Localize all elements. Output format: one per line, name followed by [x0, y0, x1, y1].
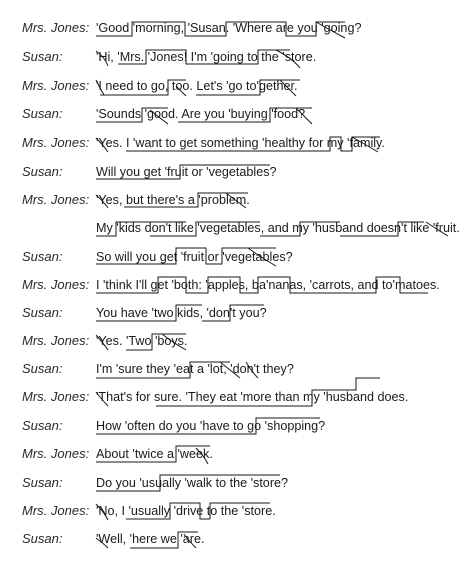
- dialogue-row: [0, 305, 474, 325]
- speaker-label: Susan:: [22, 164, 63, 179]
- dialogue-row: [0, 389, 474, 409]
- dialogue-line: 'Yes. 'Two 'boys.: [96, 334, 188, 348]
- dialogue-line: 'Yes, but there's a 'problem.: [96, 193, 250, 207]
- dialogue-row: [0, 531, 474, 551]
- dialogue-row: [0, 418, 474, 438]
- dialogue-row: [0, 106, 474, 126]
- dialogue-row: [0, 164, 474, 184]
- dialogue-row: [0, 503, 474, 523]
- dialogue-line: 'I need to go, too. Let's 'go to'gether.: [96, 79, 298, 93]
- speaker-label: Susan:: [22, 418, 63, 433]
- dialogue-row: [0, 49, 474, 69]
- speaker-label: Susan:: [22, 249, 63, 264]
- speaker-label: Mrs. Jones:: [22, 333, 90, 348]
- speaker-label: Mrs. Jones:: [22, 277, 90, 292]
- dialogue-line: So will you get 'fruit or 'vegetables?: [96, 250, 293, 264]
- dialogue-line: I'm 'sure they 'eat a 'lot, 'don't they?: [96, 362, 294, 376]
- dialogue-row: [0, 249, 474, 269]
- dialogue-line: 'That's for sure. 'They eat 'more than my 'husband does.: [96, 390, 409, 404]
- speaker-label: Susan:: [22, 49, 63, 64]
- dialogue-line: Will you get 'fruit or 'vegetables?: [96, 165, 277, 179]
- dialogue-line: 'Yes. I 'want to get something 'healthy for my 'family.: [96, 136, 385, 150]
- dialogue-line: My 'kids don't like 'vegetables, and my 'husband doesn't like 'fruit.: [96, 221, 460, 235]
- dialogue-line: Do you 'usually 'walk to the 'store?: [96, 476, 289, 490]
- dialogue-line: You have 'two kids, 'don't you?: [96, 306, 267, 320]
- dialogue-line: 'Sounds 'good. Are you 'buying 'food?: [96, 107, 306, 121]
- speaker-label: Mrs. Jones:: [22, 135, 90, 150]
- speaker-label: Susan:: [22, 531, 63, 546]
- dialogue-line: How 'often do you 'have to go 'shopping?: [96, 419, 326, 433]
- dialogue-row: [0, 220, 474, 240]
- dialogue-line: I 'think I'll get 'both: 'apples, ba'nanas, 'carrots, and to'matoes.: [96, 278, 440, 292]
- dialogue-line: 'Hi, 'Mrs. 'Jones! I'm 'going to the 'store.: [96, 50, 317, 64]
- speaker-label: Mrs. Jones:: [22, 20, 90, 35]
- speaker-label: Susan:: [22, 361, 63, 376]
- dialogue-row: [0, 475, 474, 495]
- dialogue-line: About 'twice a 'week.: [96, 447, 213, 461]
- speaker-label: Mrs. Jones:: [22, 446, 90, 461]
- dialogue-row: [0, 333, 474, 353]
- speaker-label: Susan:: [22, 475, 63, 490]
- dialogue-row: [0, 277, 474, 297]
- dialogue-row: [0, 361, 474, 381]
- speaker-label: Susan:: [22, 305, 63, 320]
- dialogue-row: [0, 446, 474, 466]
- dialogue-line: 'Well, 'here we 'are.: [96, 532, 205, 546]
- dialogue-row: [0, 192, 474, 212]
- dialogue-row: [0, 135, 474, 155]
- speaker-label: Mrs. Jones:: [22, 192, 90, 207]
- dialogue-line: 'Good 'morning, 'Susan. 'Where are you 'going?: [96, 21, 362, 35]
- dialogue-row: [0, 78, 474, 98]
- speaker-label: Mrs. Jones:: [22, 389, 90, 404]
- speaker-label: Mrs. Jones:: [22, 503, 90, 518]
- speaker-label: Susan:: [22, 106, 63, 121]
- dialogue-row: [0, 20, 474, 40]
- speaker-label: Mrs. Jones:: [22, 78, 90, 93]
- dialogue-line: 'No, I 'usually 'drive to the 'store.: [96, 504, 276, 518]
